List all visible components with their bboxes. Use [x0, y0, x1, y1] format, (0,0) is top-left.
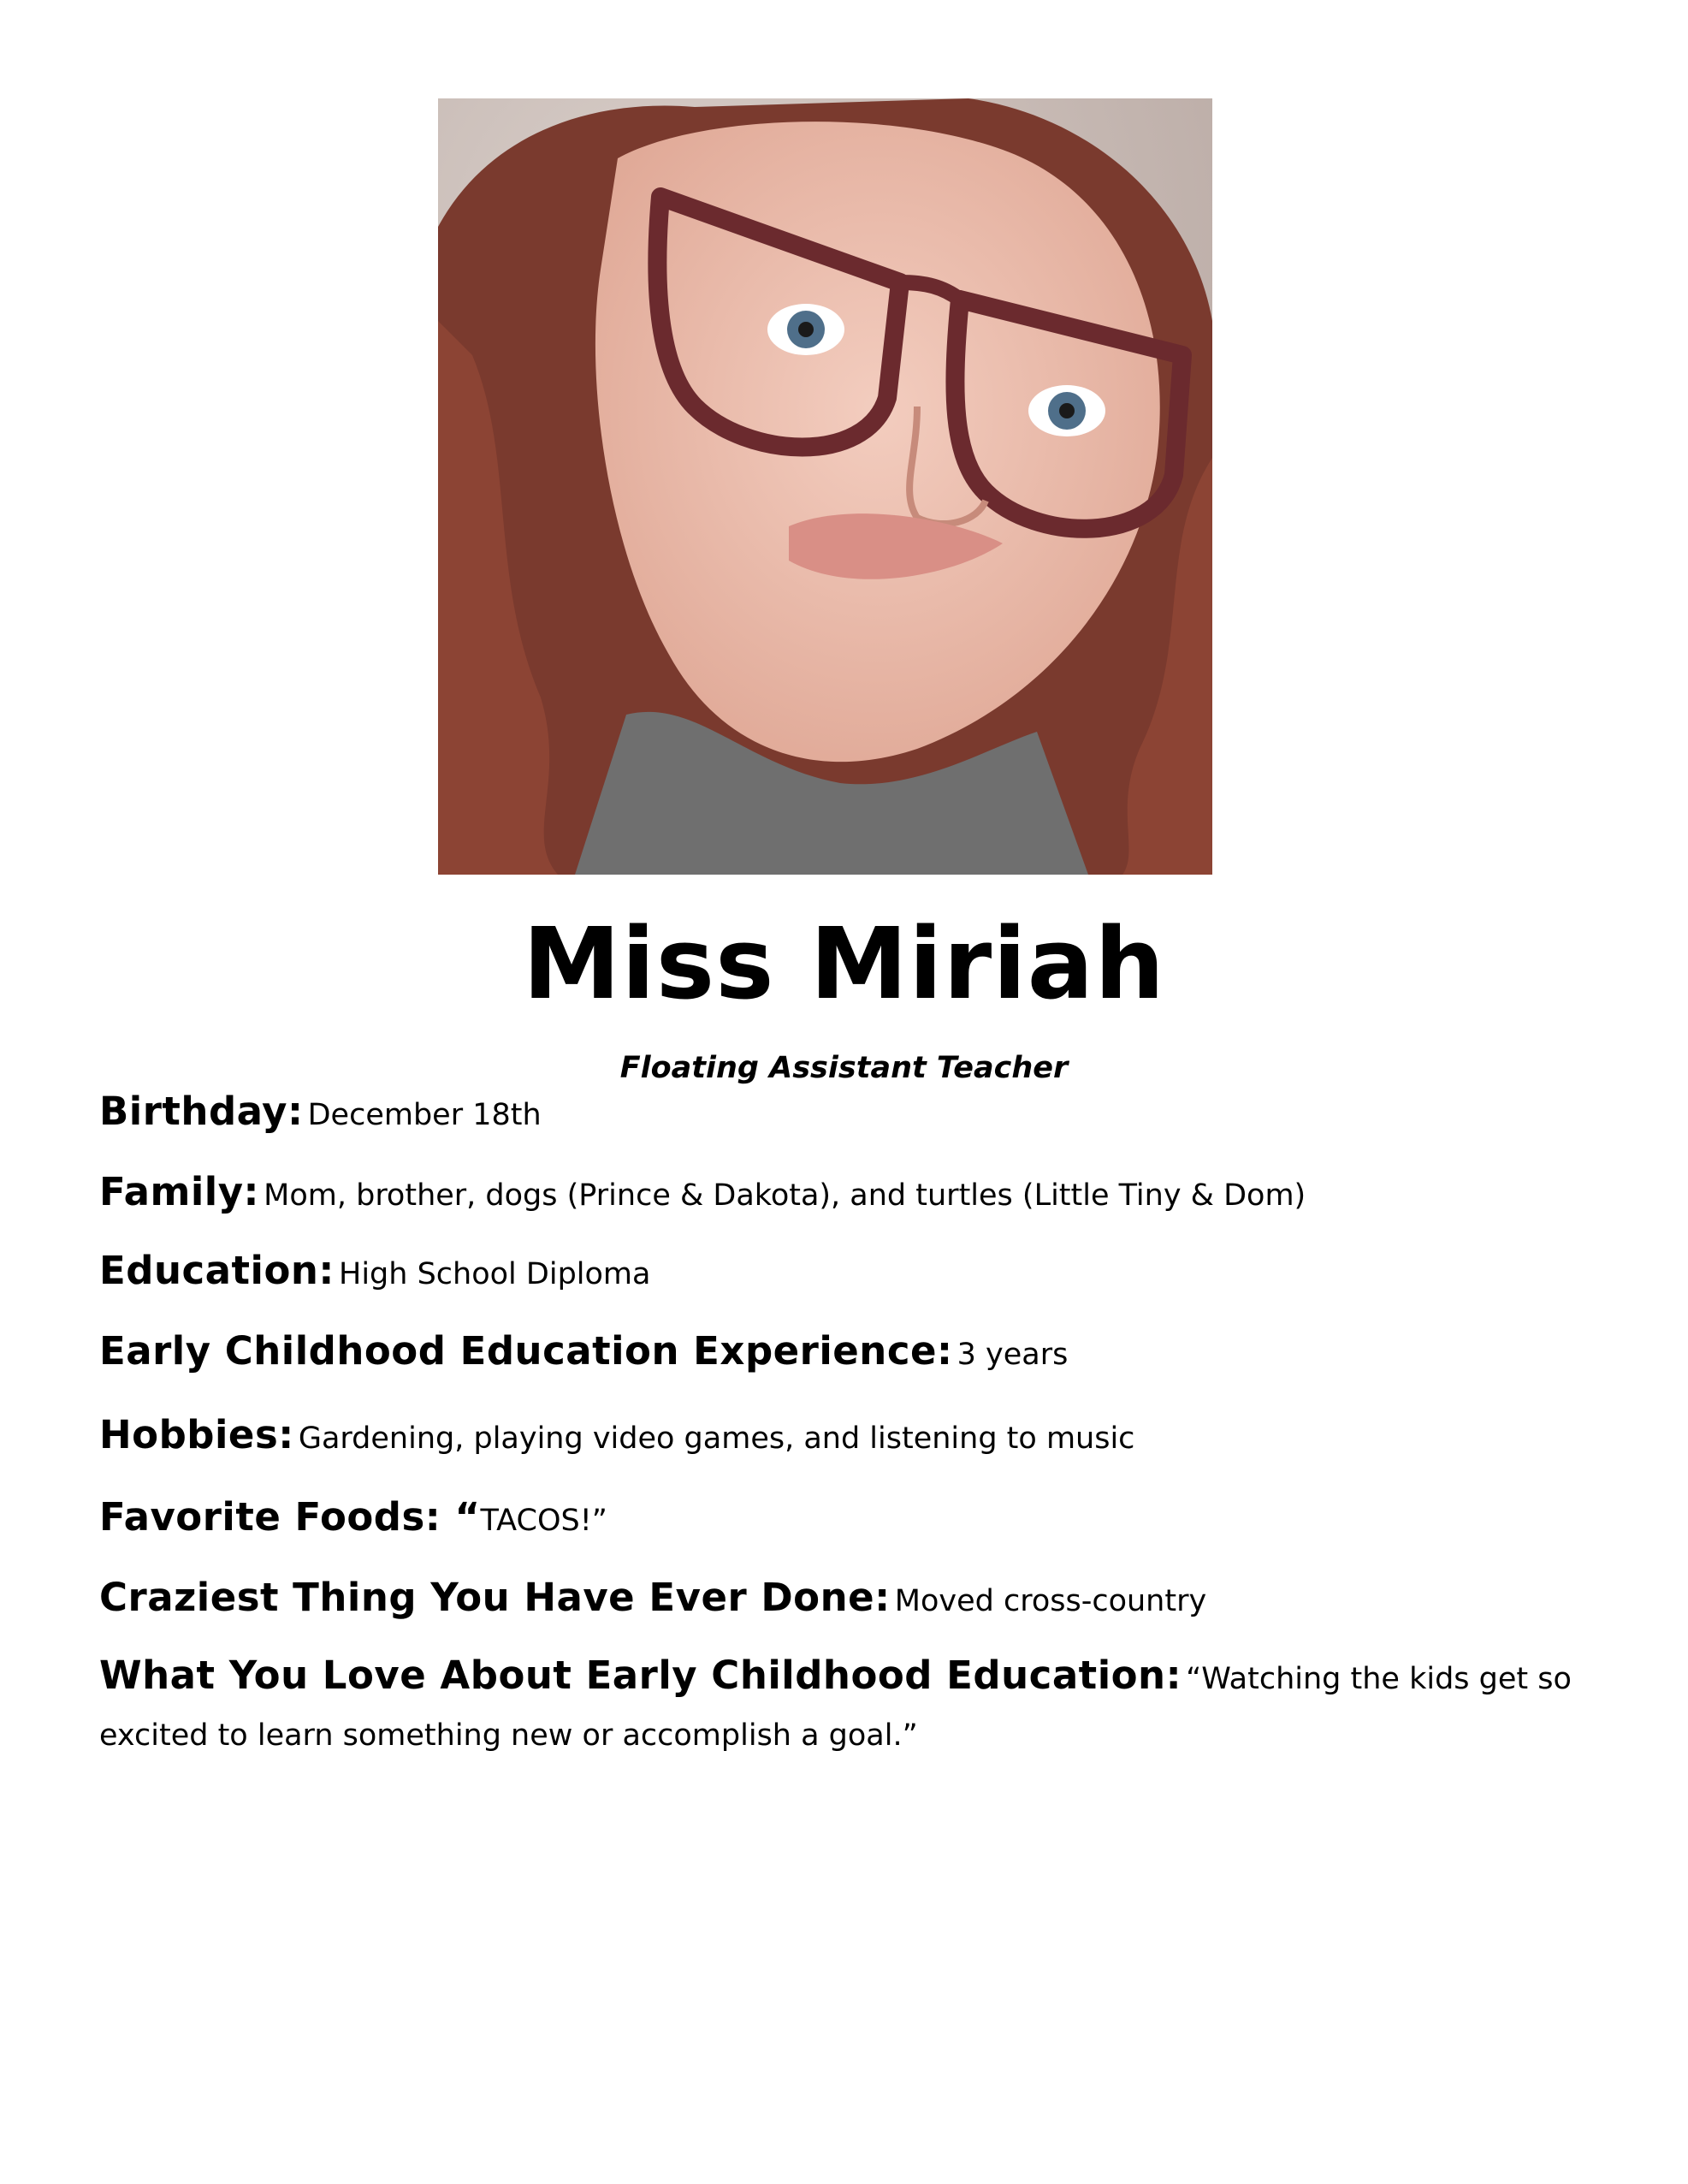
field-favorite-foods [99, 1491, 1588, 1552]
field-value: Moved cross-country [894, 1584, 1207, 1618]
field-family [99, 1166, 1588, 1227]
field-label: Craziest Thing You Have Ever Done: [99, 1575, 891, 1620]
field-what-you-love [99, 1650, 1588, 1766]
field-label: Hobbies: [99, 1412, 294, 1457]
field-label: Education: [99, 1248, 335, 1293]
field-hobbies [99, 1409, 1588, 1470]
field-value: Mom, brother, dogs (Prince & Dakota), and turtles (Little Tiny & Dom) [264, 1178, 1306, 1213]
field-value: Gardening, playing video games, and listening to music [298, 1421, 1135, 1456]
field-value: High School Diploma [339, 1257, 651, 1291]
teacher-name: Miss Miriah [522, 907, 1166, 1022]
field-label: Birthday: [99, 1089, 304, 1134]
field-label: Early Childhood Education Experience: [99, 1328, 953, 1374]
teacher-role: Floating Assistant Teacher [619, 1051, 1069, 1085]
field-education [99, 1244, 1588, 1306]
field-experience [99, 1325, 1588, 1386]
field-value: “Watching the kids get so excited to learn something new or accomplish a goal.” [99, 1662, 1572, 1753]
profile-photo [438, 98, 1212, 875]
field-value: 3 years [957, 1338, 1069, 1372]
field-value: TACOS!” [480, 1504, 607, 1538]
field-label: Favorite Foods: “ [99, 1494, 481, 1540]
field-birthday [99, 1085, 1588, 1147]
field-craziest-thing [99, 1571, 1588, 1633]
field-label: What You Love About Early Childhood Education: [99, 1653, 1182, 1698]
field-label: Family: [99, 1169, 260, 1214]
field-value: December 18th [307, 1098, 542, 1132]
